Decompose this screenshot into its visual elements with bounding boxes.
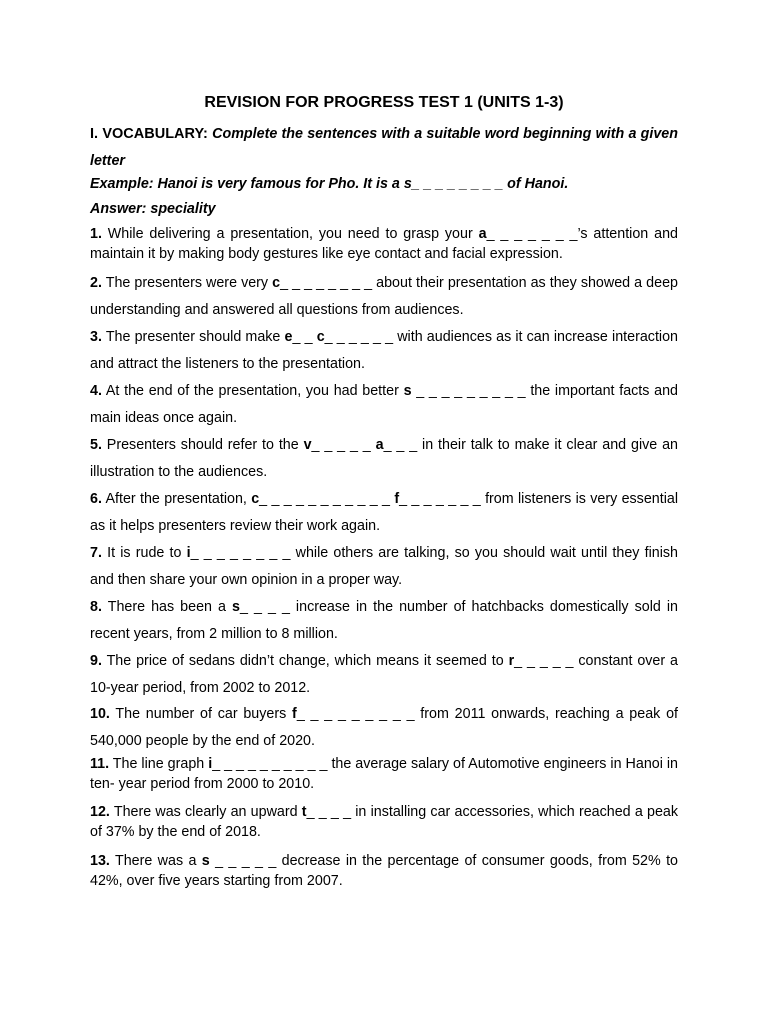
question-number: 4. <box>90 383 102 399</box>
hint-letter: f <box>394 491 400 507</box>
hint-letter: i <box>186 545 191 561</box>
question-item <box>90 486 678 540</box>
question-item <box>90 851 678 891</box>
question-text: There has been a <box>101 599 233 615</box>
question-text: There was a <box>109 853 202 869</box>
question-text: _ _ _ _ _ _ _ _ while others are talking, so you should wait until they finish and then share your own opinion in a proper way. <box>90 545 678 588</box>
hint-letter: i <box>208 756 213 772</box>
question-number: 6. <box>90 491 102 507</box>
document-title: REVISION FOR PROGRESS TEST 1 (UNITS 1-3) <box>204 94 564 111</box>
question-item <box>90 540 678 594</box>
hint-letter: s <box>232 599 240 615</box>
section-label: I. VOCABULARY: <box>90 126 208 142</box>
question-text: _ _ _ _ _ <box>311 437 376 453</box>
question-item <box>90 378 678 432</box>
hint-letter: s <box>403 383 412 399</box>
question-text: While delivering a presentation, you need to grasp your <box>101 226 479 242</box>
hint-letter: c <box>272 275 281 291</box>
question-item <box>90 754 678 794</box>
question-item <box>90 270 678 324</box>
question-number: 1. <box>90 226 102 242</box>
question-text: The price of sedans didn’t change, which means it seemed to <box>101 653 509 669</box>
question-text: The presenter should make <box>101 329 285 345</box>
question-text: _ _ _ _ _ _ with audiences as it can increase interaction and attract the listeners to the presentation. <box>90 329 678 372</box>
hint-letter: a <box>478 226 487 242</box>
question-text: After the presentation, <box>101 491 252 507</box>
question-item <box>90 648 678 702</box>
hint-letter: c <box>316 329 325 345</box>
question-text: _ _ _ _ _ _ _ from listeners is very essential as it helps presenters review their work again. <box>90 491 678 534</box>
question-number: 3. <box>90 329 102 345</box>
section-heading <box>90 121 678 175</box>
question-text: _ _ _ _ _ _ _ _ _ _ the average salary of Automotive engineers in Hanoi in ten- year period from 2000 to 2010. <box>90 756 678 792</box>
question-item <box>90 432 678 486</box>
question-text: _ _ _ _ _ _ _ _ _ _ _ <box>259 491 395 507</box>
question-item <box>90 802 678 842</box>
question-item <box>90 324 678 378</box>
hint-letter: f <box>292 706 297 722</box>
question-text: _ _ _ _ in installing car accessories, which reached a peak of 37% by the end of 2018. <box>90 804 678 840</box>
question-item <box>90 701 678 755</box>
question-text: The line graph <box>109 756 209 772</box>
answer-line: Answer: speciality <box>90 201 216 217</box>
hint-letter: s <box>201 853 210 869</box>
question-text: _ _ _ _ _ _ _ _ about their presentation as they showed a deep understanding and answered all questions from audiences. <box>90 275 678 318</box>
hint-letter: a <box>375 437 384 453</box>
question-text: The number of car buyers <box>109 706 293 722</box>
hint-letter: e <box>284 329 293 345</box>
question-number: 7. <box>90 545 102 561</box>
question-text: _ _ <box>292 329 317 345</box>
question-text: _ _ _ _ _ _ _ _ _ the important facts and main ideas once again. <box>90 383 679 426</box>
question-text: The presenters were very <box>101 275 273 291</box>
question-number: 10. <box>90 706 110 722</box>
question-text: _ _ _ _ increase in the number of hatchbacks domestically sold in recent years, from 2 million to 8 million. <box>90 599 679 642</box>
question-item <box>90 594 678 648</box>
question-text: _ _ _ _ _ constant over a 10-year period, from 2002 to 2012. <box>90 653 678 696</box>
question-text: At the end of the presentation, you had better <box>101 383 404 399</box>
hint-letter: v <box>303 437 312 453</box>
question-number: 8. <box>90 599 102 615</box>
question-text: There was clearly an upward <box>109 804 302 820</box>
question-text: _ _ _ _ _ _ _’s attention and maintain it by making body gestures like eye contact and facial expression. <box>90 226 678 262</box>
question-text: _ _ _ _ _ decrease in the percentage of consumer goods, from 52% to 42%, over five years starting from 2007. <box>90 853 678 889</box>
question-text: _ _ _ in their talk to make it clear and give an illustration to the audiences. <box>90 437 678 480</box>
question-number: 9. <box>90 653 102 669</box>
hint-letter: c <box>251 491 260 507</box>
hint-letter: t <box>301 804 307 820</box>
question-number: 13. <box>90 853 110 869</box>
question-text: Presenters should refer to the <box>101 437 304 453</box>
question-item <box>90 224 678 264</box>
question-text: _ _ _ _ _ _ _ _ _ from 2011 onwards, reaching a peak of 540,000 people by the end of 2020. <box>90 706 678 749</box>
hint-letter: r <box>508 653 515 669</box>
example-line: Example: Hanoi is very famous for Pho. It is a s_ _ _ _ _ _ _ _ of Hanoi. <box>90 176 569 192</box>
section-instruction: Complete the sentences with a suitable word beginning with a given letter <box>90 126 678 169</box>
question-number: 5. <box>90 437 102 453</box>
question-number: 11. <box>90 756 110 772</box>
question-text: It is rude to <box>101 545 187 561</box>
question-number: 2. <box>90 275 102 291</box>
question-number: 12. <box>90 804 110 820</box>
